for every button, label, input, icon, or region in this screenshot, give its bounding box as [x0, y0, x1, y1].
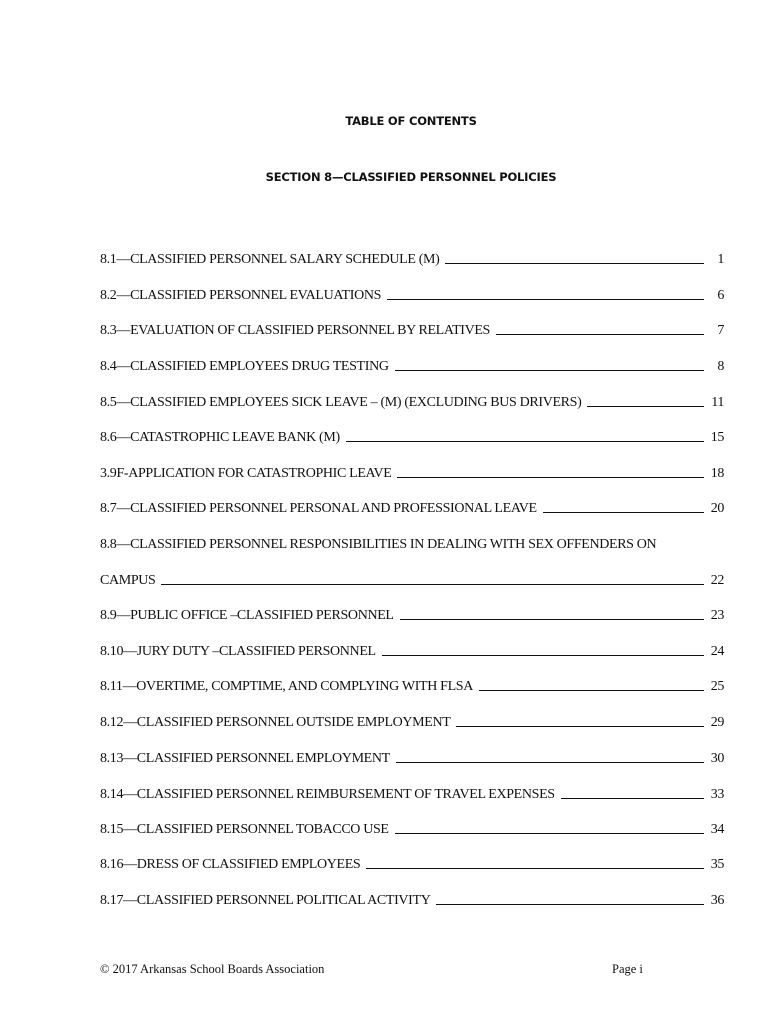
toc-entry-8-11[interactable]: [100, 675, 724, 695]
toc-entry-page: 33: [710, 787, 724, 802]
toc-leader-line: [587, 406, 704, 407]
toc-entry-page: 20: [710, 501, 724, 516]
toc-entry-label: 8.12—CLASSIFIED PERSONNEL OUTSIDE EMPLOYMENT: [100, 715, 451, 730]
toc-entry-label: 8.16—DRESS OF CLASSIFIED EMPLOYEES: [100, 857, 361, 872]
toc-entry-label: 8.1—CLASSIFIED PERSONNEL SALARY SCHEDULE (M): [100, 252, 440, 267]
toc-entry-page: 1: [717, 252, 724, 267]
document-title: TABLE OF CONTENTS: [345, 114, 477, 128]
toc-entry-8-15[interactable]: [100, 818, 724, 838]
toc-leader-line: [561, 798, 704, 799]
toc-entry-8-4[interactable]: [100, 355, 724, 375]
toc-entry-label: 8.9—PUBLIC OFFICE –CLASSIFIED PERSONNEL: [100, 608, 394, 623]
toc-leader-line: [397, 477, 704, 478]
toc-entry-label: 8.3—EVALUATION OF CLASSIFIED PERSONNEL BY RELATIVES: [100, 323, 490, 338]
toc-leader-line: [479, 690, 704, 691]
toc-entry-label: 8.6—CATASTROPHIC LEAVE BANK (M): [100, 430, 340, 445]
toc-entry-page: 18: [710, 466, 724, 481]
toc-entry-page: 22: [710, 573, 724, 588]
toc-entry-label: 3.9F-APPLICATION FOR CATASTROPHIC LEAVE: [100, 466, 392, 481]
toc-entry-label: 8.11—OVERTIME, COMPTIME, AND COMPLYING WITH FLSA: [100, 679, 473, 694]
toc-entry-8-3[interactable]: [100, 319, 724, 339]
toc-leader-line: [436, 904, 704, 905]
toc-entry-page: 11: [711, 395, 724, 410]
toc-leader-line: [543, 512, 704, 513]
toc-entry-page: 15: [710, 430, 724, 445]
toc-leader-line: [161, 584, 704, 585]
toc-entry-label: 8.14—CLASSIFIED PERSONNEL REIMBURSEMENT OF TRAVEL EXPENSES: [100, 787, 555, 802]
toc-entry-page: 29: [710, 715, 724, 730]
toc-entry-8-13[interactable]: [100, 747, 724, 767]
toc-entry-8-9[interactable]: [100, 604, 724, 624]
toc-entry-label: 8.8—CLASSIFIED PERSONNEL RESPONSIBILITIES IN DEALING WITH SEX OFFENDERS ON: [100, 537, 657, 552]
toc-entry-page: 6: [717, 288, 724, 303]
footer-copyright: © 2017 Arkansas School Boards Association: [100, 962, 325, 976]
toc-leader-line: [366, 868, 704, 869]
toc-entry-3-9f[interactable]: [100, 462, 724, 482]
toc-entry-8-17[interactable]: [100, 889, 724, 909]
toc-leader-line: [496, 334, 704, 335]
toc-entry-page: 36: [710, 893, 724, 908]
toc-entry-page: 23: [710, 608, 724, 623]
toc-entry-label: 8.2—CLASSIFIED PERSONNEL EVALUATIONS: [100, 288, 382, 303]
toc-entry-8-2[interactable]: [100, 284, 724, 304]
toc-entry-page: 25: [710, 679, 724, 694]
toc-entry-label: 8.17—CLASSIFIED PERSONNEL POLITICAL ACTIVITY: [100, 893, 431, 908]
toc-entry-page: 8: [717, 359, 724, 374]
toc-entry-8-14[interactable]: [100, 783, 724, 803]
toc-entry-label: CAMPUS: [100, 573, 156, 588]
toc-entry-page: 24: [710, 644, 724, 659]
section-title: SECTION 8—CLASSIFIED PERSONNEL POLICIES: [265, 170, 557, 184]
toc-entry-label: 8.13—CLASSIFIED PERSONNEL EMPLOYMENT: [100, 751, 390, 766]
toc-entry-page: 34: [710, 822, 724, 837]
toc-leader-line: [395, 370, 704, 371]
toc-entry-label: 8.10—JURY DUTY –CLASSIFIED PERSONNEL: [100, 644, 376, 659]
toc-entry-page: 30: [710, 751, 724, 766]
toc-leader-line: [382, 655, 704, 656]
toc-entry-label: 8.5—CLASSIFIED EMPLOYEES SICK LEAVE – (M) (EXCLUDING BUS DRIVERS): [100, 395, 582, 410]
toc-entry-8-16[interactable]: [100, 853, 724, 873]
toc-entry-8-7[interactable]: [100, 497, 724, 517]
footer-page-number: Page i: [612, 962, 643, 976]
toc-entry-8-5[interactable]: [100, 391, 724, 411]
toc-entry-label: 8.4—CLASSIFIED EMPLOYEES DRUG TESTING: [100, 359, 389, 374]
toc-entry-8-8[interactable]: [100, 569, 724, 589]
toc-entry-8-12[interactable]: [100, 711, 724, 731]
toc-leader-line: [445, 263, 704, 264]
toc-leader-line: [456, 726, 704, 727]
toc-entry-page: 7: [717, 323, 724, 338]
toc-entry-8-10[interactable]: [100, 640, 724, 660]
toc-leader-line: [400, 619, 704, 620]
toc-entry-label: 8.7—CLASSIFIED PERSONNEL PERSONAL AND PROFESSIONAL LEAVE: [100, 501, 537, 516]
toc-entry-8-1[interactable]: [100, 248, 724, 268]
toc-entry-8-6[interactable]: [100, 426, 724, 446]
toc-leader-line: [395, 833, 704, 834]
toc-leader-line: [387, 299, 704, 300]
toc-entry-label: 8.15—CLASSIFIED PERSONNEL TOBACCO USE: [100, 822, 389, 837]
toc-leader-line: [396, 762, 704, 763]
toc-leader-line: [346, 441, 704, 442]
toc-entry-8-8-line1[interactable]: [100, 533, 724, 553]
toc-entry-page: 35: [710, 857, 724, 872]
